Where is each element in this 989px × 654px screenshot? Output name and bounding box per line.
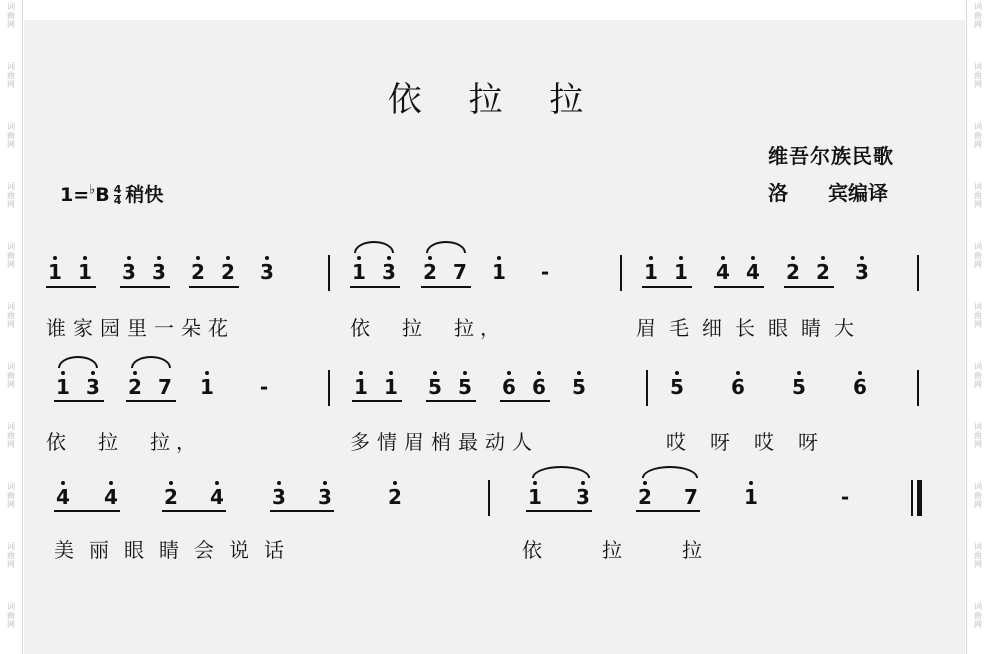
note: 2 <box>126 376 144 398</box>
key-note: B <box>95 184 110 206</box>
note: 7 <box>158 375 172 399</box>
note: 5 <box>668 376 686 398</box>
note: 1 <box>382 376 400 398</box>
note: 6 <box>851 376 869 398</box>
lyric-line: 眉毛细长眼睛大 <box>636 316 867 340</box>
lyric-line: 多情眉梢最动人 <box>350 430 539 454</box>
watermark-text: 词 曲 网 <box>974 422 982 449</box>
lyric-line: 美丽眼睛会说话 <box>54 538 299 562</box>
beam-line <box>46 286 96 288</box>
note: 3 <box>380 261 398 283</box>
watermark-text: 词 曲 网 <box>7 362 15 389</box>
note: 3 <box>853 261 871 283</box>
note-dash: - <box>840 485 850 509</box>
note: 2 <box>386 486 404 508</box>
note: 7 <box>684 485 698 509</box>
note-dash: - <box>259 375 269 399</box>
key-prefix: 1= <box>60 184 90 206</box>
note: 1 <box>350 261 368 283</box>
note: 2 <box>421 261 439 283</box>
watermark-text: 词 曲 网 <box>974 2 982 29</box>
note: 3 <box>270 486 288 508</box>
flat-sign: ♭ <box>89 182 96 198</box>
lyric-line: 依 拉 拉， <box>350 316 506 340</box>
note: 7 <box>453 260 467 284</box>
watermark-text: 词 曲 网 <box>974 602 982 629</box>
barline <box>646 370 648 406</box>
note: 1 <box>54 376 72 398</box>
watermark-text: 词 曲 网 <box>974 242 982 269</box>
note: 4 <box>744 261 762 283</box>
barline <box>328 255 330 291</box>
note: 1 <box>46 261 64 283</box>
barline <box>328 370 330 406</box>
beam-line <box>189 286 239 288</box>
beam-line <box>54 400 104 402</box>
beam-line <box>126 400 176 402</box>
watermark-text: 词 曲 网 <box>7 422 15 449</box>
watermark-text: 词 曲 网 <box>7 602 15 629</box>
beam-line <box>500 400 550 402</box>
arranger-credit: 洛 宾编译 <box>768 181 888 205</box>
beam-line <box>784 286 834 288</box>
beam-line <box>426 400 476 402</box>
barline <box>488 480 490 516</box>
note: 1 <box>642 261 660 283</box>
final-barline-thin <box>911 480 913 516</box>
watermark-text: 词 曲 网 <box>974 182 982 209</box>
ethnic-attribution: 维吾尔族民歌 <box>768 144 894 168</box>
note: 5 <box>426 376 444 398</box>
watermark-text: 词 曲 网 <box>974 122 982 149</box>
note: 2 <box>814 261 832 283</box>
watermark-text: 词 曲 网 <box>974 542 982 569</box>
time-signature <box>114 185 122 206</box>
note: 3 <box>150 261 168 283</box>
note: 4 <box>714 261 732 283</box>
beam-line <box>642 286 692 288</box>
watermark-text: 词 曲 网 <box>7 122 15 149</box>
watermark-text: 词 曲 网 <box>7 62 15 89</box>
beam-line <box>352 400 402 402</box>
note: 3 <box>258 261 276 283</box>
final-barline-thick <box>917 480 922 516</box>
note: 1 <box>526 486 544 508</box>
note: 6 <box>729 376 747 398</box>
watermark-text: 词 曲 网 <box>7 482 15 509</box>
beam-line <box>162 510 226 512</box>
watermark-text: 词 曲 网 <box>7 542 15 569</box>
note: 4 <box>54 486 72 508</box>
watermark-text: 词 曲 网 <box>7 2 15 29</box>
lyric-line: 依 拉 拉 <box>522 538 702 562</box>
note: 3 <box>120 261 138 283</box>
beam-line <box>421 286 471 288</box>
note: 3 <box>84 376 102 398</box>
note: 1 <box>76 261 94 283</box>
barline <box>917 255 919 291</box>
barline <box>917 370 919 406</box>
beam-line <box>350 286 400 288</box>
note: 4 <box>208 486 226 508</box>
lyric-line: 哎 呀 哎 呀 <box>666 430 820 454</box>
note: 6 <box>530 376 548 398</box>
watermark-text: 词 曲 网 <box>7 302 15 329</box>
watermark-text: 词 曲 网 <box>974 362 982 389</box>
watermark-text: 词 曲 网 <box>974 62 982 89</box>
note: 1 <box>672 261 690 283</box>
key-signature <box>60 180 163 207</box>
beam-line <box>526 510 592 512</box>
note: 3 <box>574 486 592 508</box>
lyric-line: 依 拉 拉， <box>46 430 202 454</box>
beam-line <box>54 510 120 512</box>
beam-line <box>270 510 334 512</box>
watermark-text: 词 曲 网 <box>7 182 15 209</box>
watermark-text: 词 曲 网 <box>7 242 15 269</box>
note: 1 <box>198 376 216 398</box>
tempo-marking: 稍快 <box>125 184 164 206</box>
note: 2 <box>189 261 207 283</box>
time-signature-bottom: 4 <box>113 194 122 207</box>
note: 6 <box>500 376 518 398</box>
note: 5 <box>570 376 588 398</box>
note: 1 <box>742 486 760 508</box>
beam-line <box>636 510 700 512</box>
note: 1 <box>490 261 508 283</box>
lyric-line: 谁家园里一朵花 <box>46 316 235 340</box>
note: 3 <box>316 486 334 508</box>
note: 4 <box>102 486 120 508</box>
note: 5 <box>456 376 474 398</box>
note: 2 <box>784 261 802 283</box>
watermark-text: 词 曲 网 <box>974 482 982 509</box>
note: 5 <box>790 376 808 398</box>
beam-line <box>120 286 170 288</box>
barline <box>620 255 622 291</box>
beam-line <box>714 286 764 288</box>
time-signature-top: 4 <box>113 183 122 196</box>
note: 2 <box>636 486 654 508</box>
note: 2 <box>219 261 237 283</box>
note: 1 <box>352 376 370 398</box>
note-dash: - <box>540 260 550 284</box>
note: 2 <box>162 486 180 508</box>
watermark-text: 词 曲 网 <box>974 302 982 329</box>
song-title: 依 拉 拉 <box>387 80 602 120</box>
